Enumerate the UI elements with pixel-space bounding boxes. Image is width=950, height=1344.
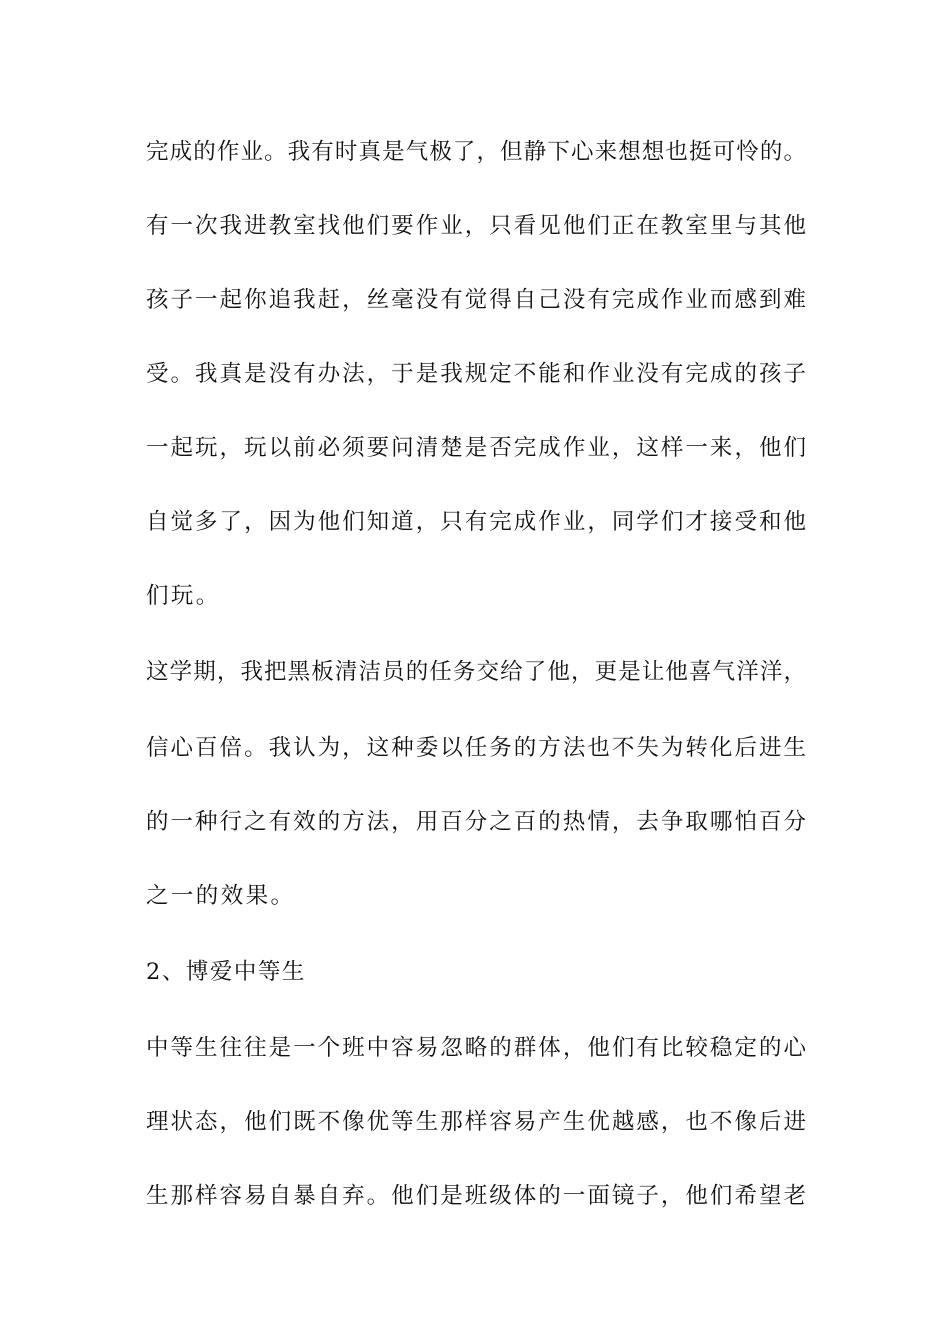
text-line: 的一种行之有效的方法，用百分之百的热情，去争取哪怕百分 <box>146 809 806 835</box>
text-line: 完成的作业。我有时真是气极了，但静下心来想想也挺可怜的。 <box>146 139 806 165</box>
section-heading: 2、博爱中等生 <box>146 959 306 985</box>
text-line: 理状态，他们既不像优等生那样容易产生优越感，也不像后进 <box>146 1109 806 1135</box>
text-line: 之一的效果。 <box>146 883 296 909</box>
text-line: 们玩。 <box>146 583 221 609</box>
text-line: 这学期，我把黑板清洁员的任务交给了他，更是让他喜气洋洋， <box>146 659 806 685</box>
text-line: 中等生往往是一个班中容易忽略的群体，他们有比较稳定的心 <box>146 1035 806 1061</box>
text-line: 信心百倍。我认为，这种委以任务的方法也不失为转化后进生 <box>146 735 806 761</box>
text-line: 有一次我进教室找他们要作业，只看见他们正在教室里与其他 <box>146 213 806 239</box>
text-line: 生那样容易自暴自弃。他们是班级体的一面镜子，他们希望老 <box>146 1183 806 1209</box>
text-line: 受。我真是没有办法，于是我规定不能和作业没有完成的孩子 <box>146 361 806 387</box>
text-line: 孩子一起你追我赶，丝毫没有觉得自己没有完成作业而感到难 <box>146 287 806 313</box>
text-line: 一起玩，玩以前必须要问清楚是否完成作业，这样一来，他们 <box>146 435 806 461</box>
text-line: 自觉多了，因为他们知道，只有完成作业，同学们才接受和他 <box>146 509 806 535</box>
